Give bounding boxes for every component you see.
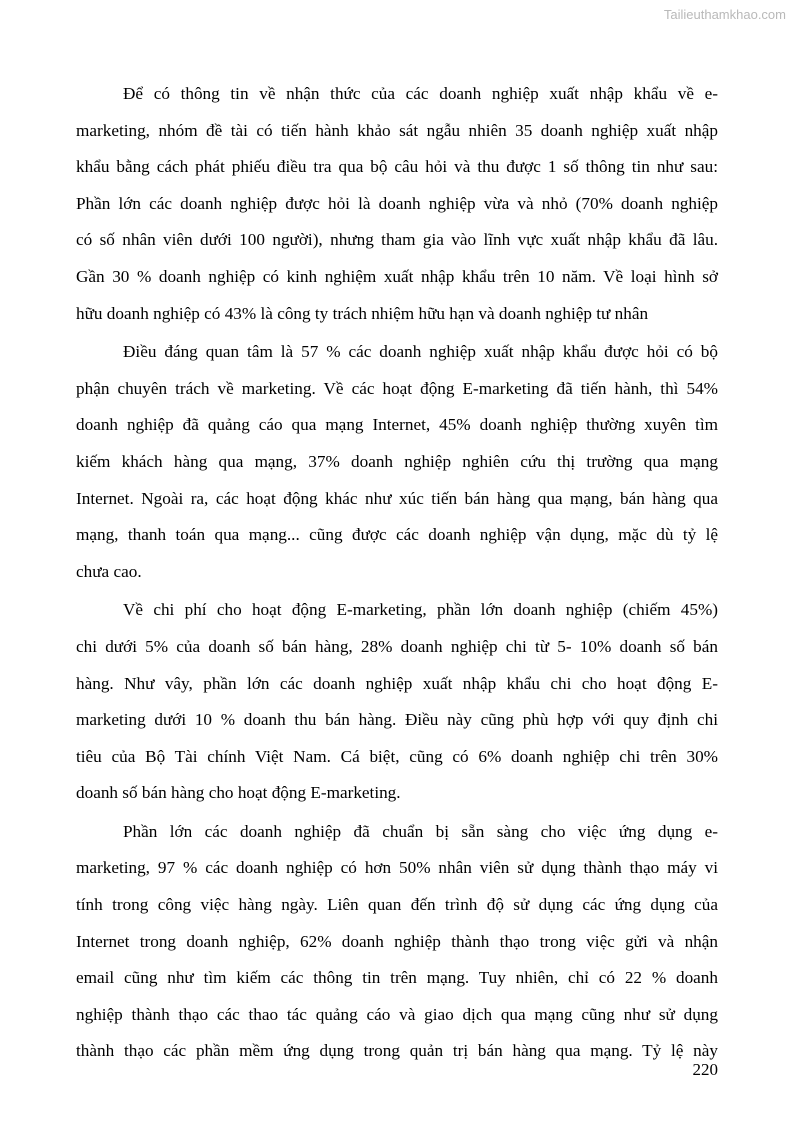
paragraph-2 bbox=[76, 334, 718, 590]
text-line: hàng. Như vây, phần lớn các doanh nghiệp xuất nhập khẩu chi cho hoạt động E- bbox=[76, 673, 718, 693]
text-line: marketing, nhóm đề tài có tiến hành khảo sát ngẫu nhiên 35 doanh nghiệp xuất nhập bbox=[76, 120, 718, 140]
text-line: tính trong công việc hàng ngày. Liên quan đến trình độ sử dụng các ứng dụng của bbox=[76, 895, 718, 915]
text-line: chưa cao. bbox=[76, 561, 142, 581]
text-line: chi dưới 5% của doanh số bán hàng, 28% doanh nghiệp chi từ 5- 10% doanh số bán bbox=[76, 636, 718, 656]
text-line: doanh số bán hàng cho hoạt động E-marketing. bbox=[76, 783, 401, 803]
text-line: thành thạo các phần mềm ứng dụng trong quản trị bán hàng qua mạng. Tỷ lệ này bbox=[76, 1041, 718, 1061]
text-line: Về chi phí cho hoạt động E-marketing, phần lớn doanh nghiệp (chiếm 45%) bbox=[123, 600, 718, 620]
text-line: Internet. Ngoài ra, các hoạt động khác như xúc tiến bán hàng qua mạng, bán hàng qua bbox=[76, 488, 718, 508]
text-line: nghiệp thành thạo các thao tác quảng cáo và giao dịch qua mạng cũng như sử dụng bbox=[76, 1004, 718, 1024]
text-line: Để có thông tin về nhận thức của các doanh nghiệp xuất nhập khẩu về e- bbox=[123, 84, 718, 103]
text-line: tiêu của Bộ Tài chính Việt Nam. Cá biệt, cũng có 6% doanh nghiệp chi trên 30% bbox=[76, 746, 718, 766]
text-line: Gần 30 % doanh nghiệp có kinh nghiệm xuất nhập khẩu trên 10 năm. Về loại hình sở bbox=[76, 266, 718, 286]
document-body bbox=[76, 76, 718, 1072]
text-line: mạng, thanh toán qua mạng... cũng được các doanh nghiệp vận dụng, mặc dù tỷ lệ bbox=[76, 525, 718, 545]
paragraph-4 bbox=[76, 814, 718, 1070]
text-line: email cũng như tìm kiếm các thông tin trên mạng. Tuy nhiên, chỉ có 22 % doanh bbox=[76, 968, 718, 988]
text-line: Phần lớn các doanh nghiệp đã chuẩn bị sẵn sàng cho việc ứng dụng e- bbox=[123, 821, 718, 841]
page-number: 220 bbox=[692, 1060, 718, 1079]
text-line: Phần lớn các doanh nghiệp được hỏi là doanh nghiệp vừa và nhỏ (70% doanh nghiệp bbox=[76, 193, 718, 213]
paragraph-3 bbox=[76, 592, 718, 812]
watermark-text: Tailieuthamkhao.com bbox=[663, 7, 786, 22]
text-line: phận chuyên trách về marketing. Về các hoạt động E-marketing đã tiến hành, thì 54% bbox=[76, 378, 718, 398]
text-line: có số nhân viên dưới 100 người), nhưng tham gia vào lĩnh vực xuất nhập khẩu đã lâu. bbox=[76, 230, 718, 250]
text-line: khẩu bằng cách phát phiếu điều tra qua bộ câu hỏi và thu được 1 số thông tin như sau: bbox=[76, 157, 718, 177]
text-line: kiếm khách hàng qua mạng, 37% doanh nghiệp nghiên cứu thị trường qua mạng bbox=[76, 451, 718, 471]
text-line: hữu doanh nghiệp có 43% là công ty trách nhiệm hữu hạn và doanh nghiệp tư nhân bbox=[76, 303, 649, 323]
text-line: Điều đáng quan tâm là 57 % các doanh nghiệp xuất nhập khẩu được hỏi có bộ bbox=[123, 342, 718, 362]
text-line: Internet trong doanh nghiệp, 62% doanh nghiệp thành thạo trong việc gửi và nhận bbox=[76, 931, 718, 951]
paragraph-1 bbox=[76, 76, 718, 332]
text-line: marketing, 97 % các doanh nghiệp có hơn 50% nhân viên sử dụng thành thạo máy vi bbox=[76, 858, 718, 878]
text-line: marketing dưới 10 % doanh thu bán hàng. Điều này cũng phù hợp với quy định chi bbox=[76, 710, 718, 730]
text-line: doanh nghiệp đã quảng cáo qua mạng Internet, 45% doanh nghiệp thường xuyên tìm bbox=[76, 415, 718, 435]
